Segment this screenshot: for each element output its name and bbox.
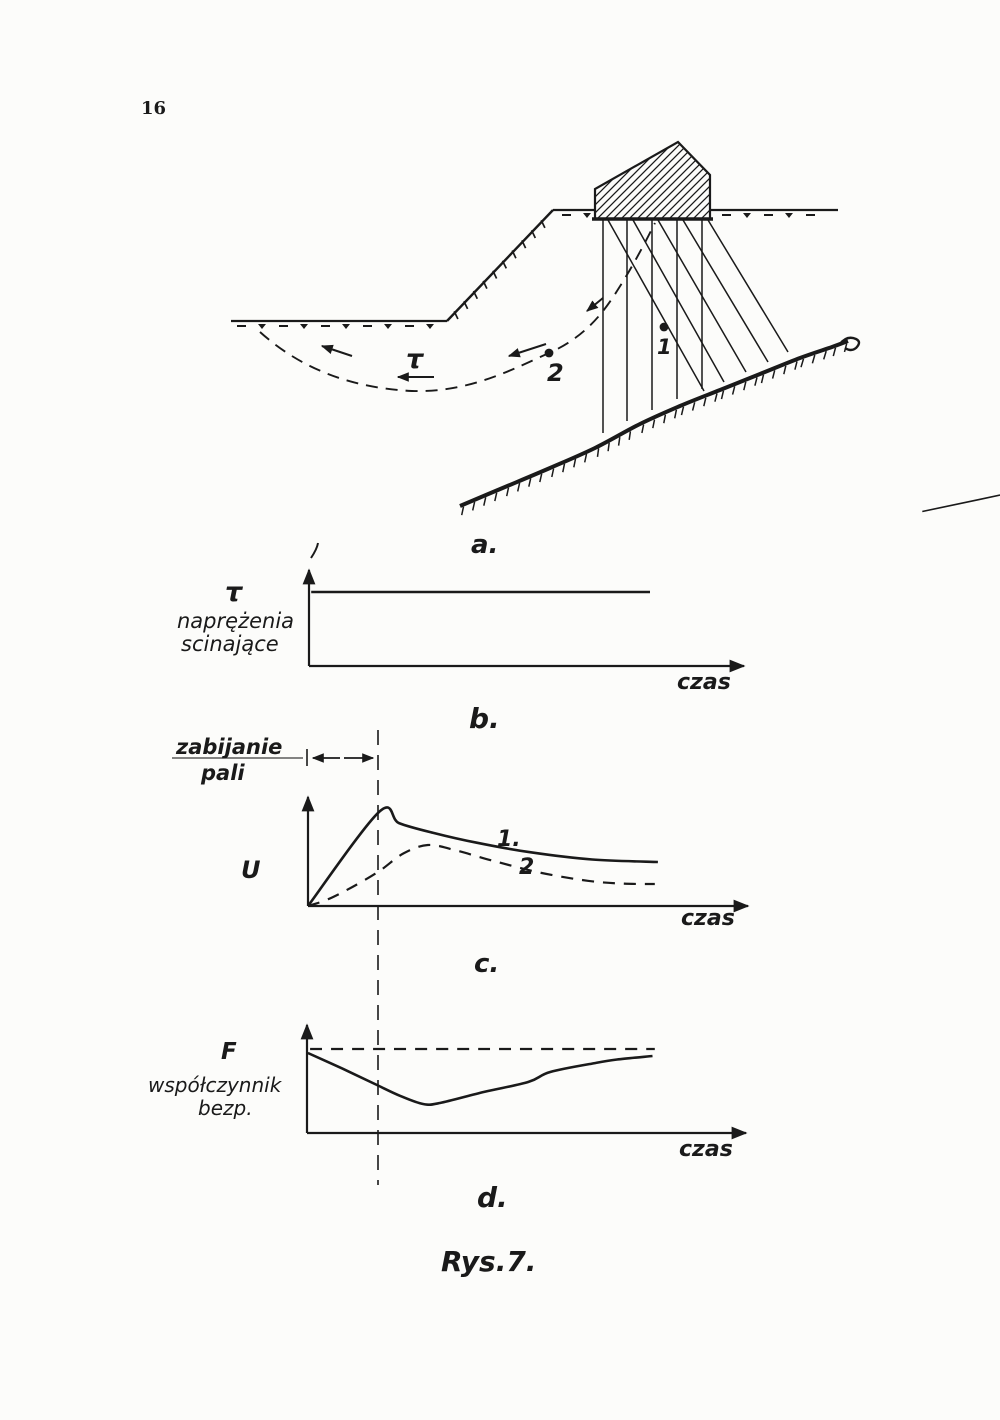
slip-arrow-upper <box>587 298 603 311</box>
y-axis-label-d-1: F <box>221 1039 237 1065</box>
slope-face <box>447 210 553 321</box>
page-number: 16 <box>141 98 167 119</box>
raked-piles <box>608 220 788 391</box>
point-2-marker <box>545 349 554 358</box>
series-1- <box>308 807 658 906</box>
diagram-a <box>231 142 1000 560</box>
stray-pen-mark <box>311 543 318 558</box>
series-2 <box>308 845 655 906</box>
slip-surface-dashed <box>260 223 655 391</box>
figure-caption: Rys.7. <box>441 1245 537 1278</box>
y-axis-label-c: U <box>241 856 261 884</box>
curve-1-label: 1. <box>497 827 521 852</box>
series-f-t- <box>308 1053 653 1105</box>
graph-d <box>148 1025 746 1214</box>
slip-arrow-left <box>322 346 352 356</box>
annotation-zabijanie: zabijanie <box>176 735 283 759</box>
plot-area-c <box>308 807 658 906</box>
y-axis-label-d-2: współczynnik <box>148 1073 282 1097</box>
graph-b <box>177 543 744 735</box>
graph-c <box>172 730 748 1185</box>
plot-area-d <box>308 1049 655 1105</box>
soil-hatch-marks <box>237 213 815 329</box>
bedrock-underline <box>922 347 1000 512</box>
graph-b-label: b. <box>469 702 500 735</box>
curve-2-label: 2 <box>519 855 535 880</box>
bedrock-layer <box>460 341 1000 515</box>
y-axis-label-b-1: naprężenia <box>177 609 295 633</box>
building-hatched <box>595 142 710 219</box>
x-axis-label-c: czas <box>681 906 735 931</box>
x-axis-label-d: czas <box>679 1137 733 1162</box>
point-1-marker <box>660 323 669 332</box>
graph-c-label: c. <box>474 949 500 979</box>
point-1-label: 1 <box>657 335 672 359</box>
slope-hatch-marks <box>454 220 545 319</box>
graph-d-label: d. <box>477 1181 508 1214</box>
slip-arrow-middle <box>509 344 546 356</box>
tau-label: τ <box>406 344 424 375</box>
diagram-a-label: a. <box>471 530 499 560</box>
y-axis-label-b-2: scinające <box>181 632 279 656</box>
y-axis-symbol-b: τ <box>225 577 243 608</box>
point-2-label: 2 <box>547 359 564 387</box>
annotation-pali: pali <box>201 761 245 785</box>
x-axis-label-b: czas <box>677 670 731 695</box>
y-axis-label-d-3: bezp. <box>198 1096 253 1120</box>
